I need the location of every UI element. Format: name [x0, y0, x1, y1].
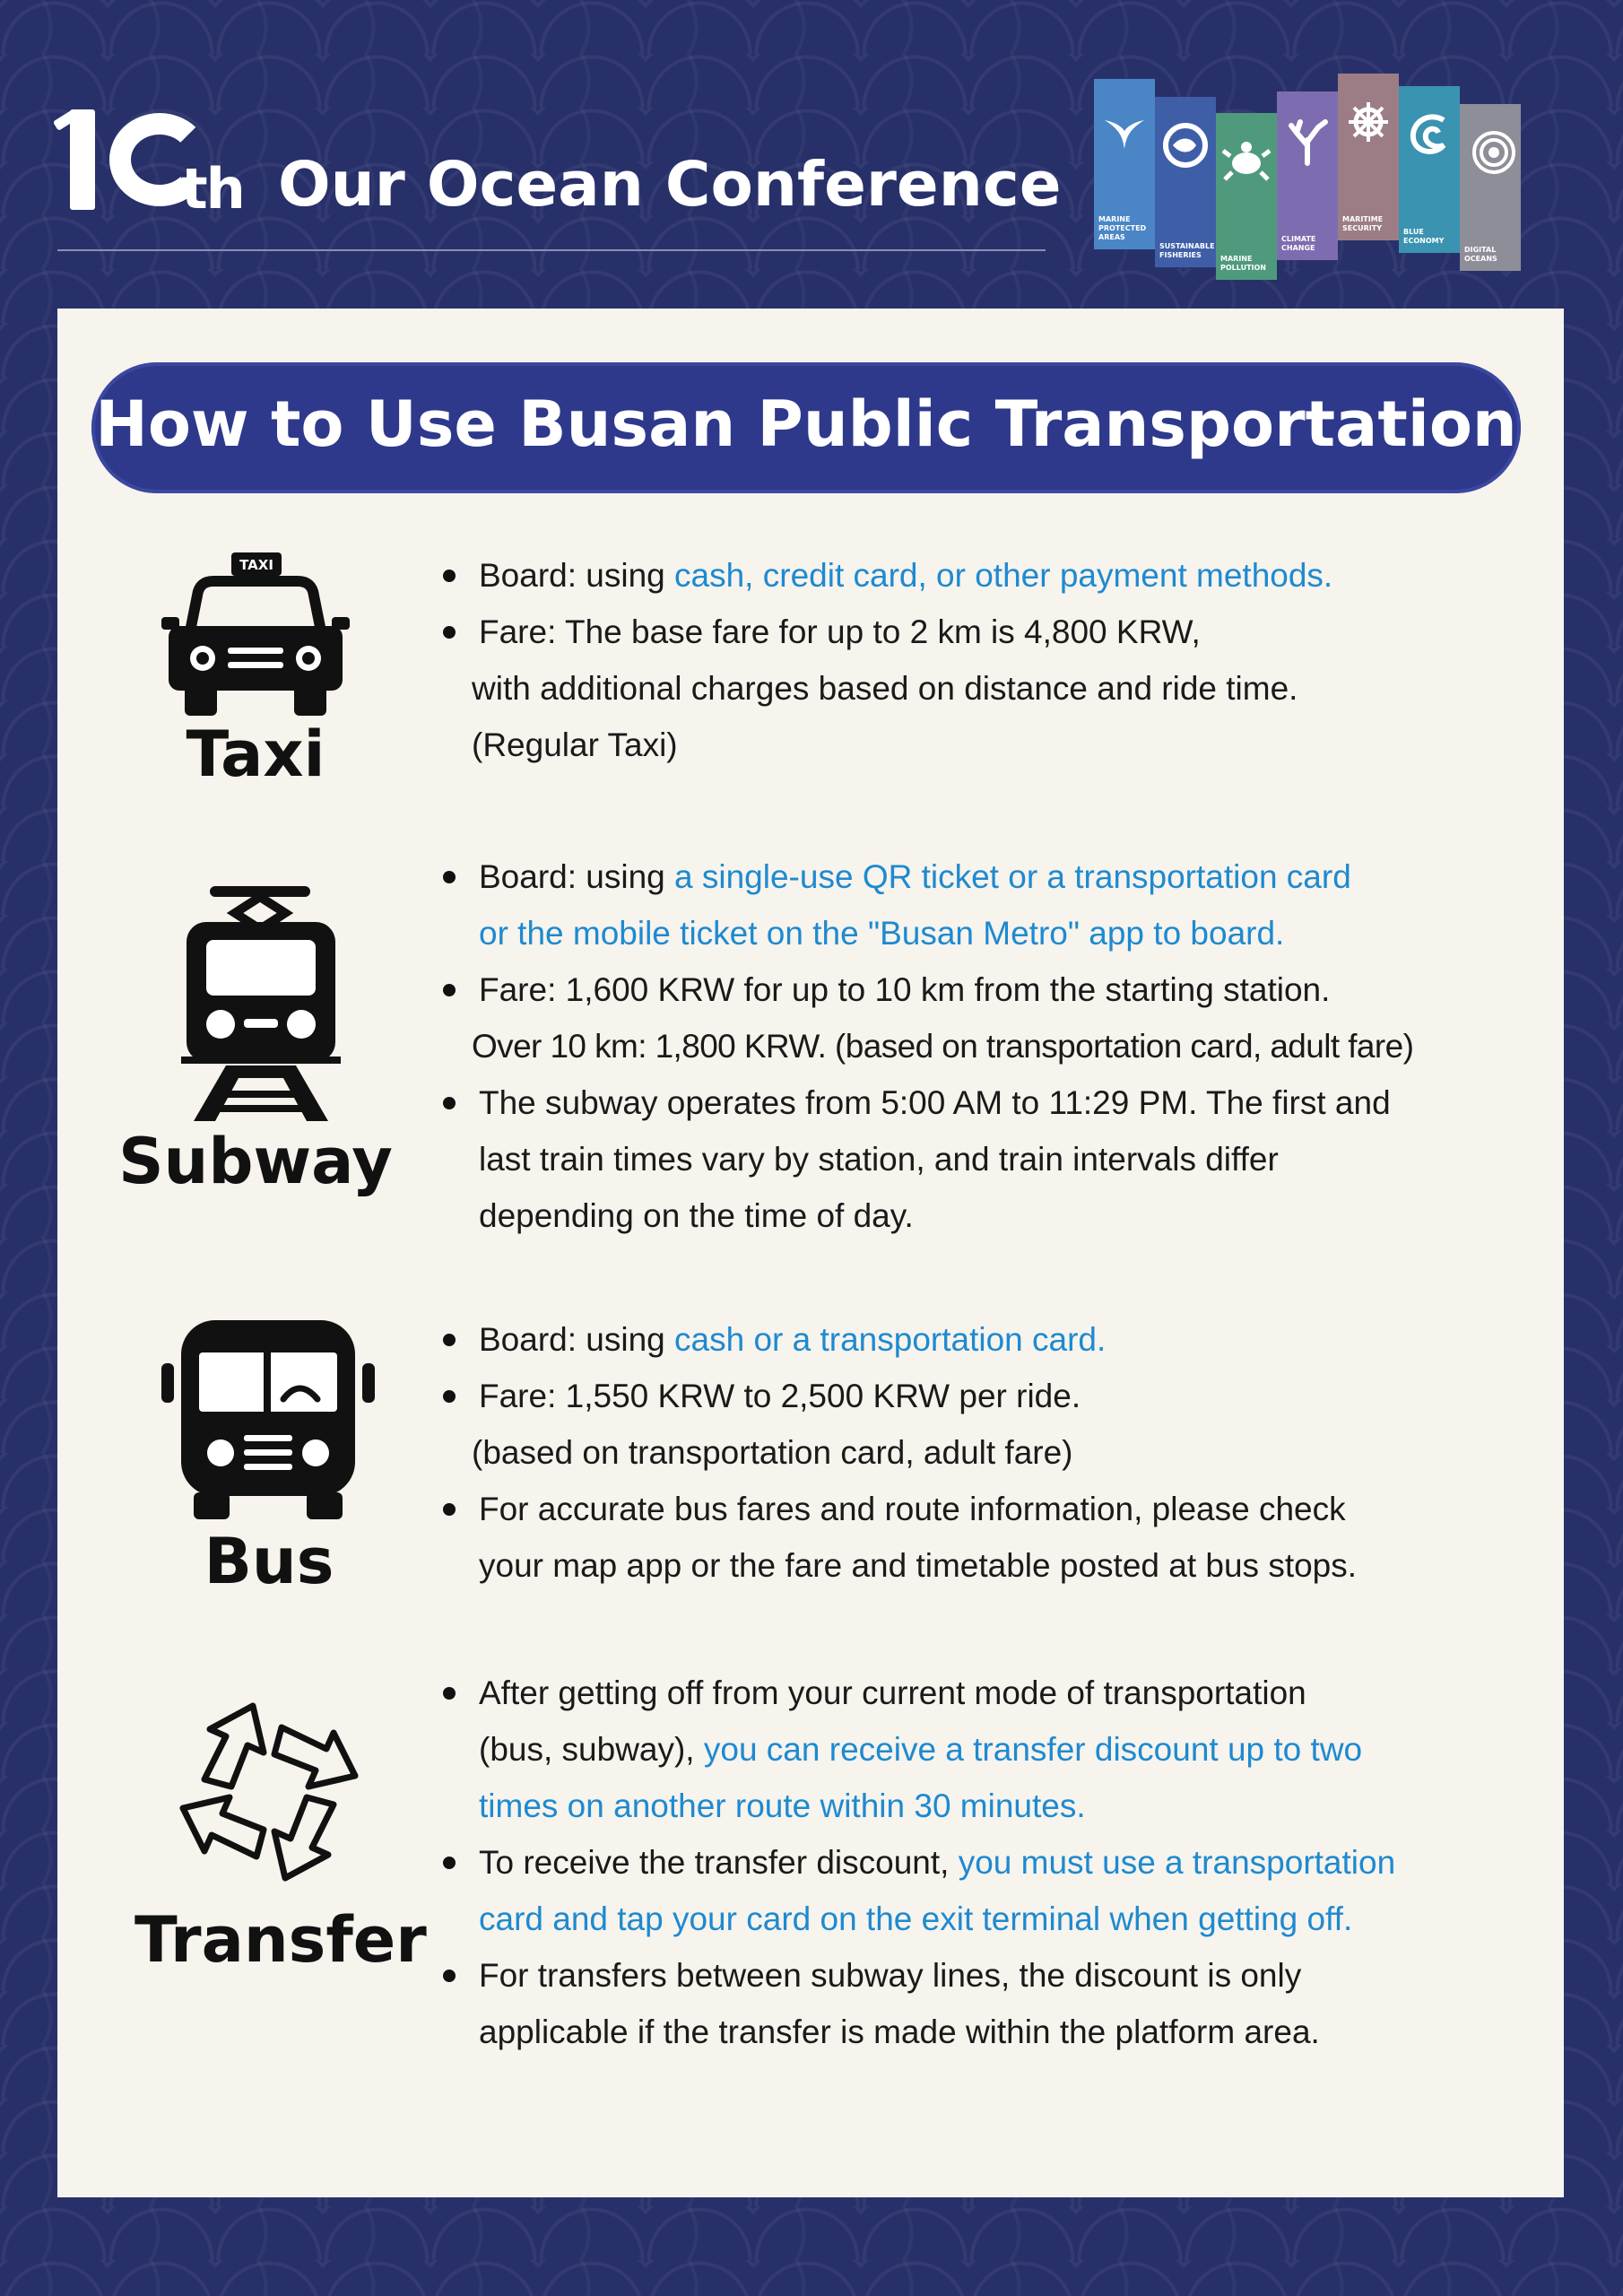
- list-item: [439, 1947, 1395, 2004]
- banner-label: SUSTAINABLE FISHERIES: [1159, 242, 1215, 259]
- transfer-details: [439, 1665, 1395, 2060]
- taxi-label: Taxi: [186, 718, 325, 791]
- subway-icon: [176, 881, 346, 1125]
- bullet-text: Fare: The base fare for up to 2 km is 4,800 KRW,: [479, 613, 1201, 650]
- bullet-text: Fare: 1,550 KRW to 2,500 KRW per ride.: [479, 1378, 1081, 1414]
- list-item: [439, 604, 1332, 660]
- page-title: How to Use Busan Public Transportation: [95, 387, 1517, 461]
- bullet-text: For transfers between subway lines, the discount is only: [479, 1957, 1302, 1994]
- banner-label: BLUE ECONOMY: [1403, 228, 1445, 245]
- list-item-continuation: (Regular Taxi): [472, 726, 678, 763]
- bullet-text: The subway operates from 5:00 AM to 11:29 PM. The first and: [479, 1084, 1391, 1121]
- list-item: [439, 1834, 1395, 1891]
- highlight-text: a single-use QR ticket or a transportation card: [674, 858, 1351, 895]
- title-banner: [91, 362, 1521, 493]
- list-item-continuation: card and tap your card on the exit terminal when getting off.: [479, 1900, 1353, 1937]
- list-item-continuation: with additional charges based on distance and ride time.: [472, 670, 1298, 707]
- list-item-continuation: [439, 1721, 1395, 1778]
- list-item: [439, 961, 1413, 1018]
- list-item-continuation: or the mobile ticket on the "Busan Metro" app to board.: [479, 915, 1285, 952]
- subway-label: Subway: [118, 1125, 393, 1198]
- banner-label: DIGITAL OCEANS: [1464, 246, 1497, 263]
- signal-icon: [1463, 126, 1517, 179]
- taxi-details: [439, 547, 1332, 773]
- banner-label: MARINE POLLUTION: [1220, 255, 1266, 272]
- transfer-label: Transfer: [135, 1903, 427, 1977]
- turtle-icon: [1219, 135, 1273, 188]
- fish-circle-icon: [1159, 118, 1212, 172]
- banner-label: MARINE PROTECTED AREAS: [1098, 215, 1147, 241]
- bus-icon: [161, 1317, 375, 1521]
- highlight-text: cash or a transportation card.: [674, 1321, 1107, 1358]
- list-item-continuation: (based on transportation card, adult fare): [472, 1434, 1073, 1471]
- bus-label: Bus: [204, 1525, 334, 1598]
- header-divider: [57, 249, 1046, 251]
- logo-digit-one: [70, 109, 95, 210]
- theme-banners: [1094, 74, 1524, 280]
- list-item-continuation: applicable if the transfer is made within the platform area.: [479, 2013, 1320, 2050]
- banner-climate-change: [1277, 91, 1338, 260]
- list-item: [439, 1481, 1357, 1537]
- list-item: [439, 1368, 1357, 1424]
- bullet-text: Board: using: [479, 557, 675, 594]
- bullet-text: For accurate bus fares and route information, please check: [479, 1491, 1346, 1527]
- coral-icon: [1280, 113, 1334, 167]
- taxi-sign: TAXI: [239, 557, 273, 573]
- bullet-text: Fare: 1,600 KRW for up to 10 km from the starting station.: [479, 971, 1331, 1008]
- banner-blue-economy: [1399, 86, 1460, 253]
- logo-suffix: th: [181, 156, 244, 222]
- wave-icon: [1402, 108, 1456, 161]
- whale-tail-icon: [1098, 100, 1151, 154]
- conference-title: Our Ocean Conference: [278, 149, 1062, 221]
- highlight-text: cash, credit card, or other payment methods.: [674, 557, 1333, 594]
- list-item-continuation: last train times vary by station, and train intervals differ: [479, 1141, 1279, 1178]
- banner-marine-protected-areas: [1094, 79, 1155, 249]
- highlight-text: you must use a transportation: [958, 1844, 1396, 1881]
- list-item-continuation: your map app or the fare and timetable posted at bus stops.: [479, 1547, 1358, 1584]
- list-item: [439, 1074, 1413, 1131]
- banner-marine-pollution: [1216, 113, 1277, 280]
- banner-label: MARITIME SECURITY: [1342, 215, 1384, 232]
- list-item-continuation: depending on the time of day.: [479, 1197, 914, 1234]
- banner-sustainable-fisheries: [1155, 97, 1216, 267]
- list-item: [439, 1311, 1357, 1368]
- bullet-text: (bus, subway),: [479, 1731, 704, 1768]
- bullet-text: Board: using: [479, 858, 675, 895]
- subway-details: [439, 848, 1413, 1244]
- highlight-text: you can receive a transfer discount up to two: [703, 1731, 1363, 1768]
- list-item: [439, 848, 1413, 905]
- list-item: [439, 1665, 1395, 1721]
- banner-label: CLIMATE CHANGE: [1281, 235, 1316, 252]
- list-item-continuation: times on another route within 30 minutes.: [479, 1787, 1086, 1824]
- bullet-text: To receive the transfer discount,: [479, 1844, 959, 1881]
- list-item: [439, 547, 1332, 604]
- list-item-continuation: Over 10 km: 1,800 KRW. (based on transportation card, adult fare): [472, 1028, 1414, 1065]
- banner-maritime-security: [1338, 74, 1399, 240]
- banner-digital-oceans: [1460, 104, 1521, 271]
- bullet-text: Board: using: [479, 1321, 675, 1358]
- transfer-cycle-icon: [179, 1702, 359, 1882]
- ship-wheel-icon: [1341, 95, 1395, 149]
- taxi-icon: [161, 551, 350, 721]
- bus-details: [439, 1311, 1357, 1594]
- bullet-text: After getting off from your current mode of transportation: [479, 1674, 1306, 1711]
